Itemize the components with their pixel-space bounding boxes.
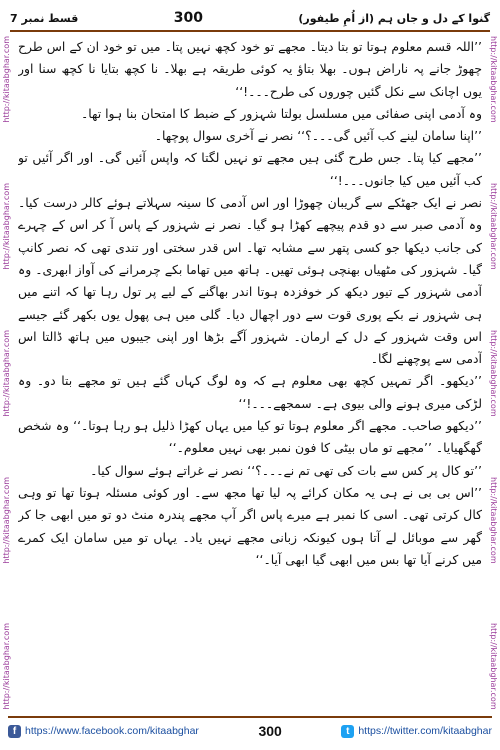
paragraph: ’’تو کال پر کس سے بات کی تھی تم نے۔۔۔؟‘‘ نصر نے غراتے ہوئے سوال کیا۔ xyxy=(90,462,482,478)
side-url: http://kitaabghar.com xyxy=(2,36,11,123)
side-url: http://kitaabghar.com xyxy=(2,182,11,270)
page-header xyxy=(10,6,490,32)
footer-page-number: 300 xyxy=(258,723,282,739)
facebook-link[interactable] xyxy=(8,725,199,738)
side-url: http://kitaabghar.com xyxy=(2,476,11,564)
side-url: http://kitaabghar.com xyxy=(489,36,498,123)
novel-title: گنوا کے دل و جاں ہم (از اُمِ طیفور) xyxy=(298,11,490,25)
paragraph: ’’اللہ قسم معلوم ہوتا تو بتا دیتا۔ مجھے تو خود کچھ نہیں پتا۔ میں تو خود ان کے اس طرح چھوڑ جانے پہ ناراض ہوں۔ بھلا بتاؤ یہ کوئی طریقہ ہے بھلا۔ نا کچھ بتایا نا کچھ سنا اور یوں اچانک سے نکل گئیں چوروں کی طرح۔۔۔!‘‘ xyxy=(18,39,482,99)
paragraph: نصر نے ایک جھٹکے سے گریبان چھوڑا اور اس آدمی کا سینہ سہلاتے ہوئے کالر درست کیا۔ وہ آدمی صبر سے دو قدم پیچھے کھڑا ہو گیا۔ نصر نے شہزور کے پاس آ کر اس کے چہرے کی جانب دیکھا جو کسی پتھر سے مشابہ تھا۔ اس قدر سختی اور تندی تھی کہ نصر کانپ گیا۔ شہزور کی مٹھیاں بھنچی ہوئی تھیں۔ ہاتھ میں تھاما بکے چرمرانے کی آواز ابھری۔ وہ آدمی شہزور کے تیور دیکھ کر خوفزدہ ہوتا اندر بھاگنے کے لیے پر تول رہا تھا کہ اتنے میں ہی شہزور نے بکے پوری قوت سے دور اچھال دیا۔ گلی میں ہی پھول یوں بکھر گئے جیسے اس وقت شہزور کے دل کے ارمان۔ شہزور آگے بڑھا اور اپنی جیبوں میں ہاتھ ڈالتا اس آدمی سے پوچھنے لگا۔ xyxy=(18,195,482,367)
story-text xyxy=(18,36,482,706)
side-url: http://kitaabghar.com xyxy=(2,329,11,417)
side-url: http://kitaabghar.com xyxy=(489,329,498,417)
side-url: http://kitaabghar.com xyxy=(2,623,11,710)
side-url: http://kitaabghar.com xyxy=(489,182,498,270)
side-url: http://kitaabghar.com xyxy=(489,623,498,710)
twitter-url: https://twitter.com/kitaabghar xyxy=(358,725,492,737)
paragraph: ’’دیکھو۔ اگر تمہیں کچھ بھی معلوم ہے کہ وہ لوگ کہاں گئے ہیں تو مجھے بتا دو۔ وہ لڑکی میری ہونے والی بیوی ہے۔ سمجھے۔۔۔!‘‘ xyxy=(18,373,482,411)
left-side-watermark xyxy=(1,36,13,710)
side-url: http://kitaabghar.com xyxy=(489,476,498,564)
facebook-url: https://www.facebook.com/kitaabghar xyxy=(25,725,199,737)
right-side-watermark xyxy=(487,36,499,710)
twitter-icon: t xyxy=(341,725,354,738)
episode-label: قسط نمبر 7 xyxy=(10,11,79,25)
page-footer xyxy=(8,716,492,744)
paragraph: ’’دیکھو صاحب۔ مجھے اگر معلوم ہوتا تو کیا میں یہاں کھڑا ذلیل ہو رہا ہوتا۔‘‘ وہ شخص گھگھیایا۔ ’’مجھے تو ماں بیٹی کا فون نمبر بھی نہیں معلوم۔‘‘ xyxy=(18,418,482,456)
paragraph: وہ آدمی اپنی صفائی میں مسلسل بولتا شہزور کے ضبط کا امتحان بنا ہوا تھا۔ xyxy=(80,105,482,121)
paragraph: ’’اس بی بی نے ہی یہ مکان کرائے پہ لیا تھا مجھ سے۔ اور کوئی مسئلہ ہوتا تھا تو وہی کال کرتی تھی۔ اسی کا نمبر ہے میرے پاس اگر آپ مجھے پندرہ منٹ دو تو میں ابھی جا کر گھر سے موبائل لے آتا ہوں کیونکہ زبانی مجھے نہیں یاد۔ یہاں تو میں سامان ایک کمرے میں کرنے آیا تھا بس میں ابھی گیا ابھی آیا۔‘‘ xyxy=(18,484,482,567)
header-page-number: 300 xyxy=(173,10,203,26)
facebook-icon: f xyxy=(8,725,21,738)
paragraph: ’’مجھے کیا پتا۔ جس طرح گئی ہیں مجھے تو نہیں لگتا کہ واپس آئیں گی۔ اور اگر آئیں تو کب آئیں میں کیا جانوں۔۔۔!‘‘ xyxy=(18,150,482,188)
twitter-link[interactable] xyxy=(341,725,492,738)
paragraph: ’’اپنا سامان لینے کب آئیں گی۔۔۔؟‘‘ نصر نے آخری سوال پوچھا۔ xyxy=(154,128,482,144)
